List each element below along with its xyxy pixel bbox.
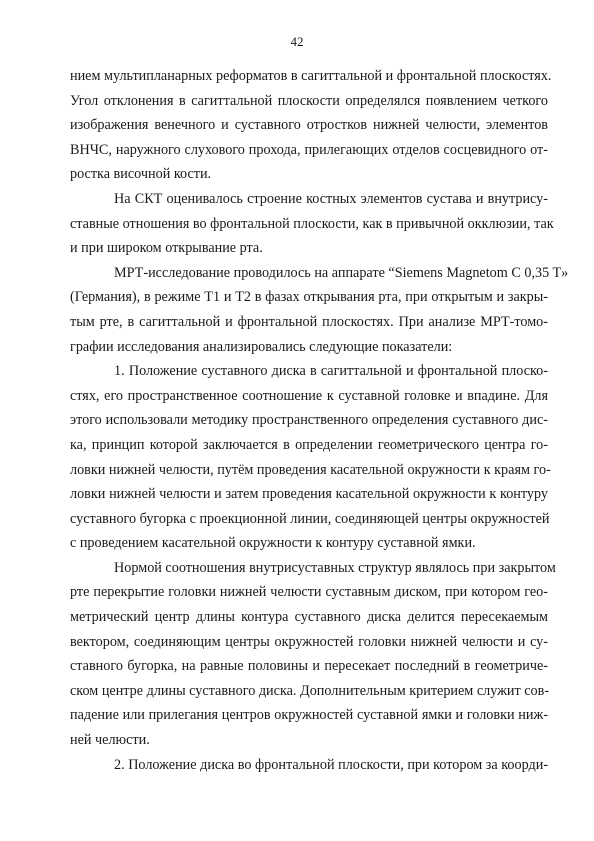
text-line: ставные отношения во фронтальной плоскости, как в привычной окклюзии, так bbox=[70, 215, 554, 232]
text-line: МРТ-исследование проводилось на аппарате “Siemens Magnetom C 0,35 T» bbox=[114, 264, 569, 281]
text-line: нием мультипланарных реформатов в сагиттальной и фронтальной плоскостях. bbox=[70, 68, 552, 84]
text-line: (Германия), в режиме T1 и T2 в фазах открывания рта, при открытым и закры- bbox=[70, 289, 548, 306]
text-line: 1. Положение суставного диска в сагиттальной и фронтальной плоско- bbox=[114, 363, 548, 380]
body-text bbox=[70, 64, 569, 777]
text-line: изображения венечного и суставного отростков нижней челюсти, элементов bbox=[70, 117, 548, 134]
text-line: Угол отклонения в сагиттальной плоскости определялся появлением четкого bbox=[70, 92, 548, 109]
text-line: ней челюсти. bbox=[70, 732, 150, 749]
text-line: На СКТ оценивалось строение костных элементов сустава и внутрису- bbox=[114, 190, 548, 207]
page-number: 42 bbox=[290, 34, 304, 49]
text-line: 2. Положение диска во фронтальной плоскости, при котором за коорди- bbox=[114, 756, 549, 773]
text-line: ка, принцип которой заключается в определении геометрического центра го- bbox=[70, 436, 548, 453]
text-line: ском центре длины суставного диска. Дополнительным критерием служит сов- bbox=[70, 682, 550, 699]
text-line: ловки нижней челюсти, путём проведения касательной окружности к краям го- bbox=[70, 461, 551, 478]
text-line: Нормой соотношения внутрисуставных структур являлось при закрытом bbox=[114, 559, 556, 576]
text-line: ловки нижней челюсти и затем проведения касательной окружности к контуру bbox=[70, 486, 548, 503]
text-line: тым рте, в сагиттальной и фронтальной плоскостях. При анализе МРТ-томо- bbox=[70, 313, 548, 330]
text-line: ростка височной кости. bbox=[70, 166, 212, 183]
text-line: метрический центр длины контура суставного диска делится пересекаемым bbox=[70, 609, 548, 626]
text-line: с проведением касательной окружности к контуру суставной ямки. bbox=[70, 535, 476, 552]
text-line: стях, его пространственное соотношение к суставной головке и впадине. Для bbox=[70, 387, 548, 404]
text-line: вектором, соединяющим центры окружностей головки нижней челюсти и су- bbox=[70, 633, 548, 650]
text-line: рте перекрытие головки нижней челюсти суставным диском, при котором гео- bbox=[70, 584, 548, 601]
text-line: ставного бугорка, на равные половины и пересекает последний в геометриче- bbox=[70, 658, 548, 675]
text-line: графии исследования анализировались следующие показатели: bbox=[70, 338, 453, 355]
text-line: падение или прилегания центров окружностей суставной ямки и головки ниж- bbox=[70, 707, 548, 724]
text-line: этого использовали методику пространственного определения суставного дис- bbox=[70, 412, 548, 429]
text-line: суставного бугорка с проекционной линии, соединяющей центры окружностей bbox=[70, 510, 550, 527]
text-line: и при широком открывание рта. bbox=[70, 240, 263, 257]
text-line: ВНЧС, наружного слухового прохода, прилегающих отделов сосцевидного от- bbox=[70, 141, 548, 158]
